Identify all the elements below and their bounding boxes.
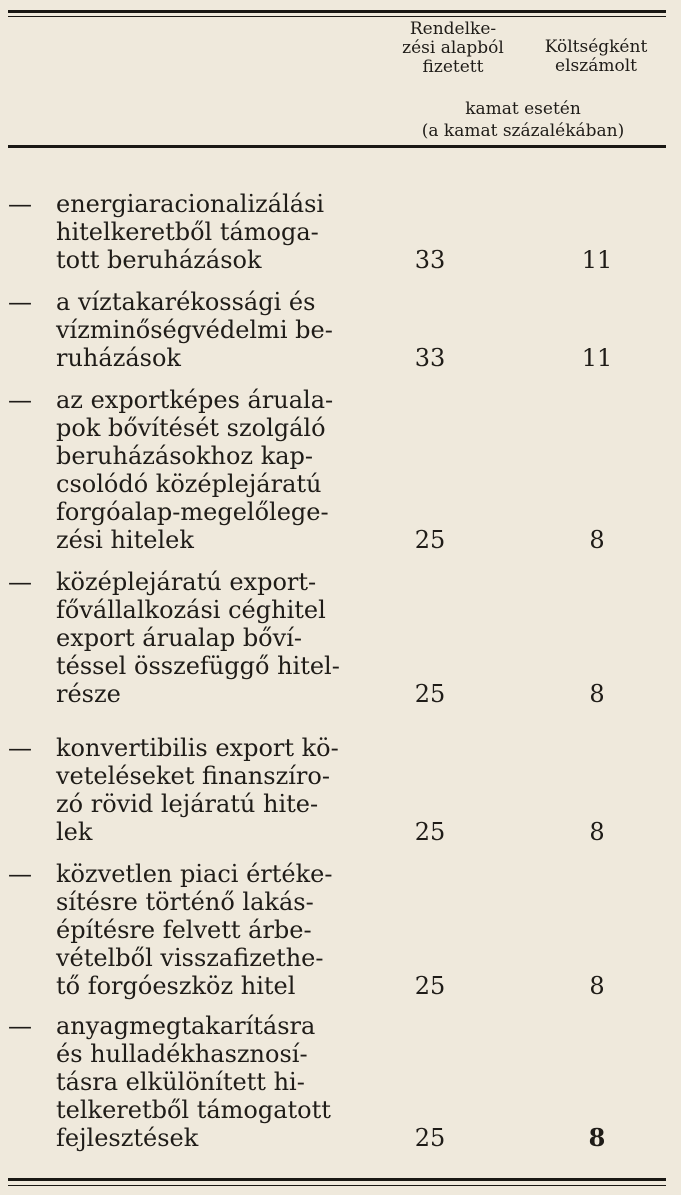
row-label: közvetlen piaci értéke- sítésre történő lakás- építésre felvett árbe- vételből visszafizethe- tő forgóeszköz hitel [56,860,333,1000]
row-label: a víztakarékossági és vízminőségvédelmi be- ruházások [56,288,333,372]
bottom-rule [8,1178,666,1181]
value-koltsegkent: 8 [589,972,605,1000]
row-dash: — [8,288,32,316]
value-rendelkezesi: 25 [414,1124,446,1152]
row-dash: — [8,568,32,596]
value-rendelkezesi: 25 [414,680,446,708]
value-rendelkezesi: 25 [414,818,446,846]
value-koltsegkent: 11 [581,344,613,372]
header-rule [8,145,666,148]
header-subtitle: kamat esetén (a kamat százalékában) [421,99,625,141]
row-dash: — [8,190,32,218]
value-koltsegkent: 8 [588,1123,606,1152]
row-dash: — [8,734,32,762]
row-dash: — [8,1012,32,1040]
value-koltsegkent: 8 [589,818,605,846]
top-rule [8,10,666,13]
row-label: konvertibilis export kö- veteléseket finanszíro- zó rövid lejáratú hite- lek [56,734,339,846]
value-rendelkezesi: 25 [414,526,446,554]
bottom-rule-thin [8,1185,666,1186]
top-rule-thin [8,16,666,17]
header-col2: Költségként elszámolt [544,37,648,76]
row-label: energiaracionalizálási hitelkeretből támoga- tott beruházások [56,190,325,274]
header-col1: Rendelke- zési alapból fizetett [402,19,504,77]
value-koltsegkent: 8 [589,680,605,708]
row-label: középlejáratú export- fővállalkozási céghitel export árualap bőví- téssel összefüggő hitel- része [56,568,340,708]
row-dash: — [8,386,32,414]
row-label: anyagmegtakarításra és hulladékhasznosí- tásra elkülönített hi- telkeretből támogatott fejlesztések [56,1012,331,1152]
value-rendelkezesi: 25 [414,972,446,1000]
row-label: az exportképes áruala- pok bővítését szolgáló beruházásokhoz kap- csolódó középlejáratú forgóalap-megelőlege- zési hitelek [56,386,334,554]
value-rendelkezesi: 33 [414,246,446,274]
value-koltsegkent: 11 [581,246,613,274]
row-dash: — [8,860,32,888]
value-rendelkezesi: 33 [414,344,446,372]
value-koltsegkent: 8 [589,526,605,554]
